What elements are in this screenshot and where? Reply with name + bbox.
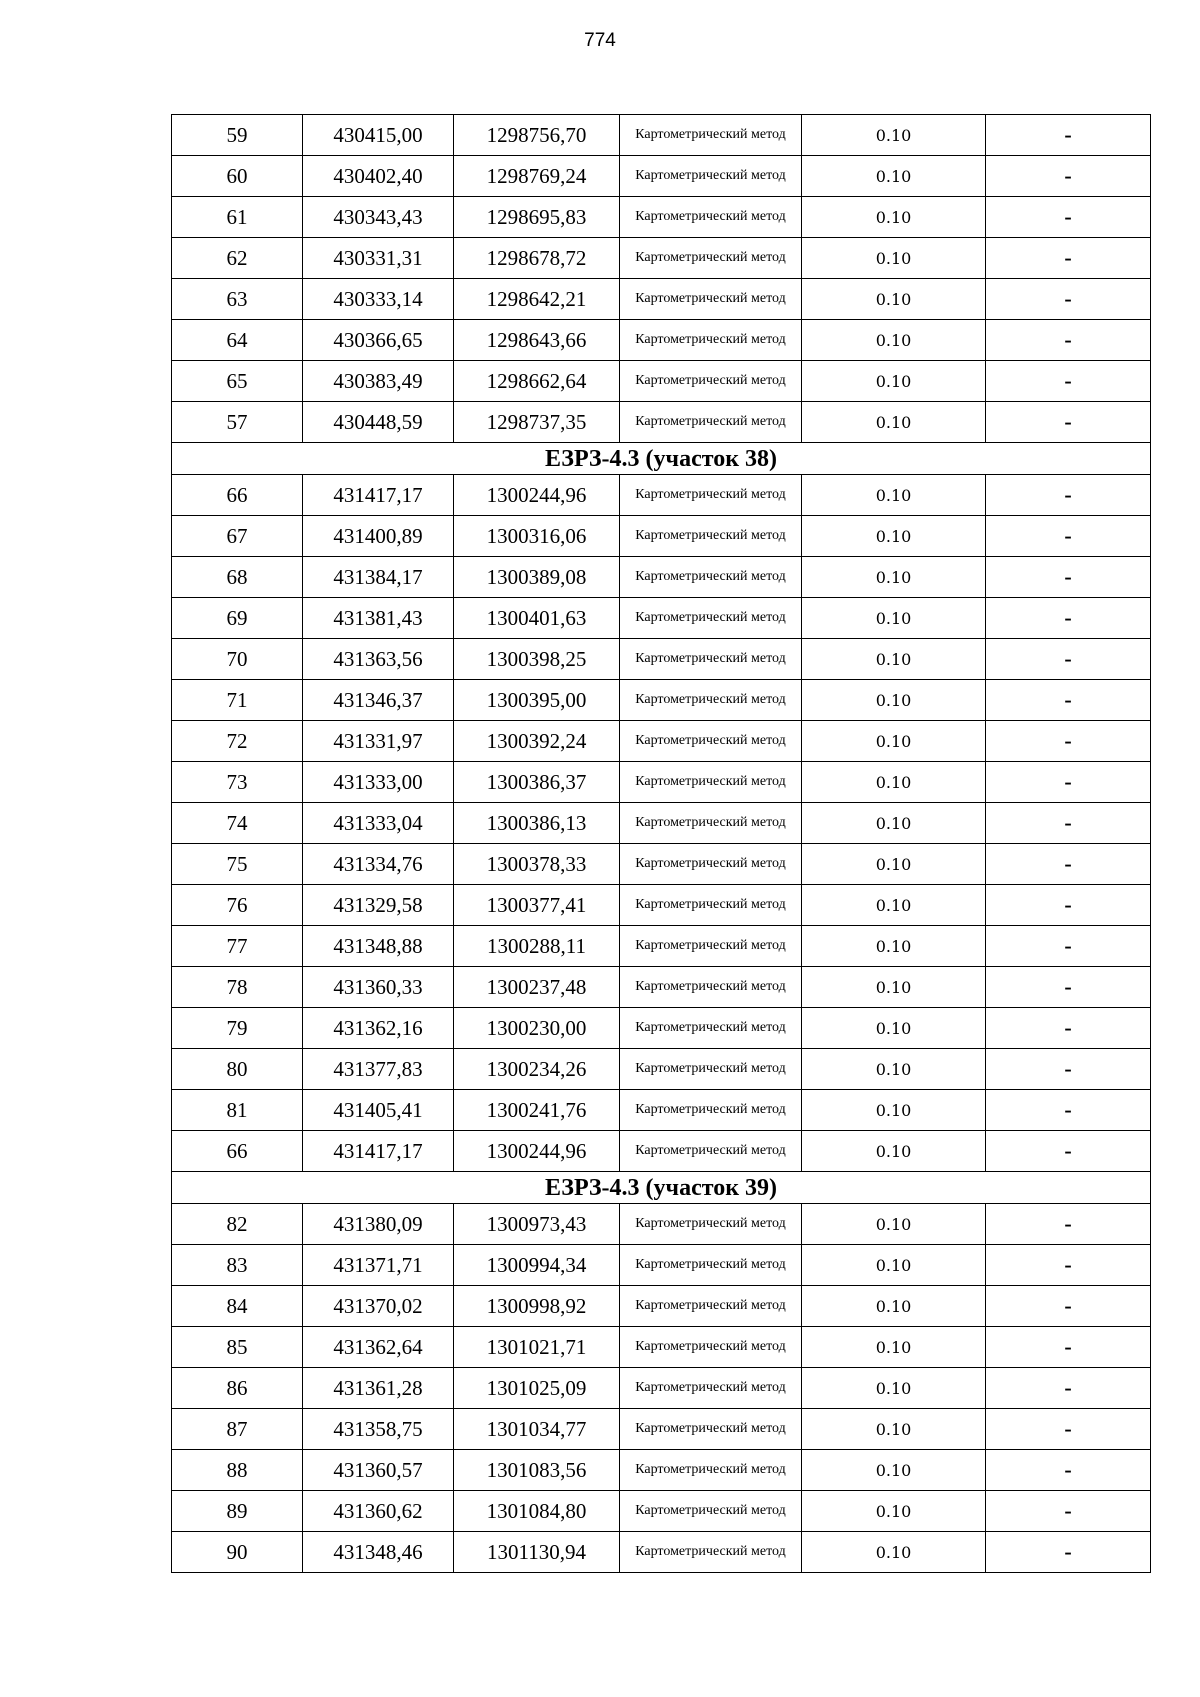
description-cell: -	[986, 721, 1151, 762]
accuracy-cell: 0.10	[802, 680, 986, 721]
point-number-cell: 57	[172, 402, 303, 443]
description-cell: -	[986, 1131, 1151, 1172]
table-row	[172, 1368, 1151, 1409]
coordinates-table	[171, 114, 1151, 1573]
table-row	[172, 639, 1151, 680]
x-coordinate-cell: 431377,83	[303, 1049, 454, 1090]
accuracy-cell: 0.10	[802, 320, 986, 361]
accuracy-cell: 0.10	[802, 238, 986, 279]
x-coordinate-cell: 430383,49	[303, 361, 454, 402]
accuracy-cell: 0.10	[802, 156, 986, 197]
description-cell: -	[986, 1327, 1151, 1368]
accuracy-cell: 0.10	[802, 803, 986, 844]
accuracy-cell: 0.10	[802, 1532, 986, 1573]
point-number-cell: 83	[172, 1245, 303, 1286]
section-header-row	[172, 443, 1151, 475]
description-cell: -	[986, 516, 1151, 557]
method-cell: Картометрический метод	[620, 1286, 802, 1327]
point-number-cell: 66	[172, 1131, 303, 1172]
point-number-cell: 61	[172, 197, 303, 238]
y-coordinate-cell: 1298769,24	[454, 156, 620, 197]
x-coordinate-cell: 430402,40	[303, 156, 454, 197]
point-number-cell: 69	[172, 598, 303, 639]
page-number: 774	[584, 30, 616, 51]
table-row	[172, 197, 1151, 238]
accuracy-cell: 0.10	[802, 762, 986, 803]
method-cell: Картометрический метод	[620, 557, 802, 598]
description-cell: -	[986, 156, 1151, 197]
y-coordinate-cell: 1300377,41	[454, 885, 620, 926]
table-row	[172, 402, 1151, 443]
x-coordinate-cell: 431380,09	[303, 1204, 454, 1245]
y-coordinate-cell: 1300288,11	[454, 926, 620, 967]
y-coordinate-cell: 1300994,34	[454, 1245, 620, 1286]
method-cell: Картометрический метод	[620, 156, 802, 197]
table-row	[172, 361, 1151, 402]
x-coordinate-cell: 430366,65	[303, 320, 454, 361]
table-row	[172, 1450, 1151, 1491]
method-cell: Картометрический метод	[620, 762, 802, 803]
method-cell: Картометрический метод	[620, 197, 802, 238]
y-coordinate-cell: 1300398,25	[454, 639, 620, 680]
point-number-cell: 68	[172, 557, 303, 598]
table-row	[172, 1049, 1151, 1090]
accuracy-cell: 0.10	[802, 279, 986, 320]
description-cell: -	[986, 1368, 1151, 1409]
point-number-cell: 70	[172, 639, 303, 680]
point-number-cell: 66	[172, 475, 303, 516]
x-coordinate-cell: 431362,64	[303, 1327, 454, 1368]
description-cell: -	[986, 967, 1151, 1008]
y-coordinate-cell: 1300386,37	[454, 762, 620, 803]
x-coordinate-cell: 431329,58	[303, 885, 454, 926]
point-number-cell: 89	[172, 1491, 303, 1532]
table-row	[172, 680, 1151, 721]
point-number-cell: 75	[172, 844, 303, 885]
accuracy-cell: 0.10	[802, 1131, 986, 1172]
point-number-cell: 72	[172, 721, 303, 762]
method-cell: Картометрический метод	[620, 1491, 802, 1532]
y-coordinate-cell: 1300234,26	[454, 1049, 620, 1090]
method-cell: Картометрический метод	[620, 639, 802, 680]
point-number-cell: 80	[172, 1049, 303, 1090]
x-coordinate-cell: 431358,75	[303, 1409, 454, 1450]
method-cell: Картометрический метод	[620, 721, 802, 762]
accuracy-cell: 0.10	[802, 967, 986, 1008]
x-coordinate-cell: 431348,46	[303, 1532, 454, 1573]
y-coordinate-cell: 1300316,06	[454, 516, 620, 557]
accuracy-cell: 0.10	[802, 721, 986, 762]
description-cell: -	[986, 557, 1151, 598]
description-cell: -	[986, 1008, 1151, 1049]
y-coordinate-cell: 1300244,96	[454, 1131, 620, 1172]
table-row	[172, 1008, 1151, 1049]
table-row	[172, 1409, 1151, 1450]
section-title: ЕЗРЗ-4.3 (участок 38)	[172, 443, 1151, 475]
y-coordinate-cell: 1301083,56	[454, 1450, 620, 1491]
x-coordinate-cell: 431360,57	[303, 1450, 454, 1491]
description-cell: -	[986, 639, 1151, 680]
method-cell: Картометрический метод	[620, 516, 802, 557]
method-cell: Картометрический метод	[620, 844, 802, 885]
x-coordinate-cell: 431381,43	[303, 598, 454, 639]
table-row	[172, 1131, 1151, 1172]
y-coordinate-cell: 1298643,66	[454, 320, 620, 361]
x-coordinate-cell: 431384,17	[303, 557, 454, 598]
point-number-cell: 88	[172, 1450, 303, 1491]
x-coordinate-cell: 431360,62	[303, 1491, 454, 1532]
point-number-cell: 65	[172, 361, 303, 402]
table-row	[172, 1327, 1151, 1368]
accuracy-cell: 0.10	[802, 1409, 986, 1450]
method-cell: Картометрический метод	[620, 1245, 802, 1286]
accuracy-cell: 0.10	[802, 475, 986, 516]
table-row	[172, 1090, 1151, 1131]
description-cell: -	[986, 885, 1151, 926]
x-coordinate-cell: 431346,37	[303, 680, 454, 721]
x-coordinate-cell: 430343,43	[303, 197, 454, 238]
accuracy-cell: 0.10	[802, 1327, 986, 1368]
method-cell: Картометрический метод	[620, 475, 802, 516]
accuracy-cell: 0.10	[802, 1204, 986, 1245]
table-row	[172, 1532, 1151, 1573]
description-cell: -	[986, 402, 1151, 443]
table-row	[172, 926, 1151, 967]
accuracy-cell: 0.10	[802, 639, 986, 680]
method-cell: Картометрический метод	[620, 115, 802, 156]
section-header-row	[172, 1172, 1151, 1204]
section-title: ЕЗРЗ-4.3 (участок 39)	[172, 1172, 1151, 1204]
description-cell: -	[986, 762, 1151, 803]
method-cell: Картометрический метод	[620, 598, 802, 639]
y-coordinate-cell: 1300401,63	[454, 598, 620, 639]
table-row	[172, 238, 1151, 279]
table-row	[172, 1204, 1151, 1245]
point-number-cell: 63	[172, 279, 303, 320]
x-coordinate-cell: 431405,41	[303, 1090, 454, 1131]
description-cell: -	[986, 1532, 1151, 1573]
accuracy-cell: 0.10	[802, 1450, 986, 1491]
method-cell: Картометрический метод	[620, 1008, 802, 1049]
description-cell: -	[986, 1450, 1151, 1491]
description-cell: -	[986, 475, 1151, 516]
description-cell: -	[986, 1090, 1151, 1131]
description-cell: -	[986, 279, 1151, 320]
accuracy-cell: 0.10	[802, 115, 986, 156]
point-number-cell: 60	[172, 156, 303, 197]
description-cell: -	[986, 197, 1151, 238]
table-row	[172, 115, 1151, 156]
accuracy-cell: 0.10	[802, 1286, 986, 1327]
accuracy-cell: 0.10	[802, 1368, 986, 1409]
point-number-cell: 73	[172, 762, 303, 803]
table-row	[172, 803, 1151, 844]
method-cell: Картометрический метод	[620, 926, 802, 967]
y-coordinate-cell: 1300237,48	[454, 967, 620, 1008]
table-row	[172, 1286, 1151, 1327]
accuracy-cell: 0.10	[802, 1491, 986, 1532]
table-row	[172, 598, 1151, 639]
method-cell: Картометрический метод	[620, 320, 802, 361]
description-cell: -	[986, 803, 1151, 844]
description-cell: -	[986, 1286, 1151, 1327]
point-number-cell: 81	[172, 1090, 303, 1131]
x-coordinate-cell: 431417,17	[303, 1131, 454, 1172]
x-coordinate-cell: 431400,89	[303, 516, 454, 557]
table-row	[172, 1491, 1151, 1532]
y-coordinate-cell: 1298756,70	[454, 115, 620, 156]
x-coordinate-cell: 431361,28	[303, 1368, 454, 1409]
y-coordinate-cell: 1301034,77	[454, 1409, 620, 1450]
y-coordinate-cell: 1298642,21	[454, 279, 620, 320]
y-coordinate-cell: 1301021,71	[454, 1327, 620, 1368]
description-cell: -	[986, 115, 1151, 156]
table-row	[172, 475, 1151, 516]
point-number-cell: 71	[172, 680, 303, 721]
description-cell: -	[986, 361, 1151, 402]
accuracy-cell: 0.10	[802, 1008, 986, 1049]
description-cell: -	[986, 320, 1151, 361]
table-row	[172, 557, 1151, 598]
point-number-cell: 87	[172, 1409, 303, 1450]
method-cell: Картометрический метод	[620, 1049, 802, 1090]
description-cell: -	[986, 238, 1151, 279]
method-cell: Картометрический метод	[620, 803, 802, 844]
method-cell: Картометрический метод	[620, 1532, 802, 1573]
method-cell: Картометрический метод	[620, 1327, 802, 1368]
method-cell: Картометрический метод	[620, 402, 802, 443]
y-coordinate-cell: 1298695,83	[454, 197, 620, 238]
point-number-cell: 79	[172, 1008, 303, 1049]
method-cell: Картометрический метод	[620, 1409, 802, 1450]
point-number-cell: 76	[172, 885, 303, 926]
y-coordinate-cell: 1301130,94	[454, 1532, 620, 1573]
y-coordinate-cell: 1300395,00	[454, 680, 620, 721]
y-coordinate-cell: 1300230,00	[454, 1008, 620, 1049]
point-number-cell: 86	[172, 1368, 303, 1409]
method-cell: Картометрический метод	[620, 238, 802, 279]
description-cell: -	[986, 680, 1151, 721]
accuracy-cell: 0.10	[802, 598, 986, 639]
method-cell: Картометрический метод	[620, 967, 802, 1008]
x-coordinate-cell: 431362,16	[303, 1008, 454, 1049]
x-coordinate-cell: 431348,88	[303, 926, 454, 967]
table-row	[172, 1245, 1151, 1286]
method-cell: Картометрический метод	[620, 1204, 802, 1245]
description-cell: -	[986, 598, 1151, 639]
method-cell: Картометрический метод	[620, 1131, 802, 1172]
y-coordinate-cell: 1301084,80	[454, 1491, 620, 1532]
point-number-cell: 90	[172, 1532, 303, 1573]
description-cell: -	[986, 1491, 1151, 1532]
y-coordinate-cell: 1300392,24	[454, 721, 620, 762]
accuracy-cell: 0.10	[802, 197, 986, 238]
y-coordinate-cell: 1298678,72	[454, 238, 620, 279]
method-cell: Картометрический метод	[620, 885, 802, 926]
x-coordinate-cell: 431360,33	[303, 967, 454, 1008]
table-row	[172, 844, 1151, 885]
point-number-cell: 82	[172, 1204, 303, 1245]
point-number-cell: 64	[172, 320, 303, 361]
table-row	[172, 320, 1151, 361]
x-coordinate-cell: 431331,97	[303, 721, 454, 762]
description-cell: -	[986, 1409, 1151, 1450]
y-coordinate-cell: 1300386,13	[454, 803, 620, 844]
point-number-cell: 59	[172, 115, 303, 156]
point-number-cell: 84	[172, 1286, 303, 1327]
table-row	[172, 721, 1151, 762]
y-coordinate-cell: 1300973,43	[454, 1204, 620, 1245]
accuracy-cell: 0.10	[802, 1090, 986, 1131]
x-coordinate-cell: 430448,59	[303, 402, 454, 443]
point-number-cell: 74	[172, 803, 303, 844]
table-row	[172, 516, 1151, 557]
accuracy-cell: 0.10	[802, 361, 986, 402]
y-coordinate-cell: 1300378,33	[454, 844, 620, 885]
accuracy-cell: 0.10	[802, 1049, 986, 1090]
x-coordinate-cell: 430331,31	[303, 238, 454, 279]
x-coordinate-cell: 431370,02	[303, 1286, 454, 1327]
x-coordinate-cell: 430333,14	[303, 279, 454, 320]
y-coordinate-cell: 1300244,96	[454, 475, 620, 516]
y-coordinate-cell: 1301025,09	[454, 1368, 620, 1409]
y-coordinate-cell: 1300998,92	[454, 1286, 620, 1327]
x-coordinate-cell: 431371,71	[303, 1245, 454, 1286]
accuracy-cell: 0.10	[802, 844, 986, 885]
accuracy-cell: 0.10	[802, 926, 986, 967]
method-cell: Картометрический метод	[620, 279, 802, 320]
accuracy-cell: 0.10	[802, 1245, 986, 1286]
point-number-cell: 77	[172, 926, 303, 967]
description-cell: -	[986, 1049, 1151, 1090]
table-row	[172, 279, 1151, 320]
x-coordinate-cell: 431363,56	[303, 639, 454, 680]
y-coordinate-cell: 1300389,08	[454, 557, 620, 598]
table-row	[172, 885, 1151, 926]
y-coordinate-cell: 1300241,76	[454, 1090, 620, 1131]
table-row	[172, 967, 1151, 1008]
point-number-cell: 85	[172, 1327, 303, 1368]
accuracy-cell: 0.10	[802, 885, 986, 926]
x-coordinate-cell: 431334,76	[303, 844, 454, 885]
x-coordinate-cell: 431417,17	[303, 475, 454, 516]
accuracy-cell: 0.10	[802, 516, 986, 557]
description-cell: -	[986, 844, 1151, 885]
accuracy-cell: 0.10	[802, 402, 986, 443]
x-coordinate-cell: 431333,04	[303, 803, 454, 844]
coordinates-table-body	[172, 115, 1151, 1573]
point-number-cell: 67	[172, 516, 303, 557]
x-coordinate-cell: 430415,00	[303, 115, 454, 156]
description-cell: -	[986, 1204, 1151, 1245]
y-coordinate-cell: 1298662,64	[454, 361, 620, 402]
x-coordinate-cell: 431333,00	[303, 762, 454, 803]
accuracy-cell: 0.10	[802, 557, 986, 598]
description-cell: -	[986, 1245, 1151, 1286]
point-number-cell: 62	[172, 238, 303, 279]
description-cell: -	[986, 926, 1151, 967]
method-cell: Картометрический метод	[620, 680, 802, 721]
method-cell: Картометрический метод	[620, 1450, 802, 1491]
table-row	[172, 762, 1151, 803]
method-cell: Картометрический метод	[620, 361, 802, 402]
method-cell: Картометрический метод	[620, 1090, 802, 1131]
table-row	[172, 156, 1151, 197]
point-number-cell: 78	[172, 967, 303, 1008]
y-coordinate-cell: 1298737,35	[454, 402, 620, 443]
method-cell: Картометрический метод	[620, 1368, 802, 1409]
